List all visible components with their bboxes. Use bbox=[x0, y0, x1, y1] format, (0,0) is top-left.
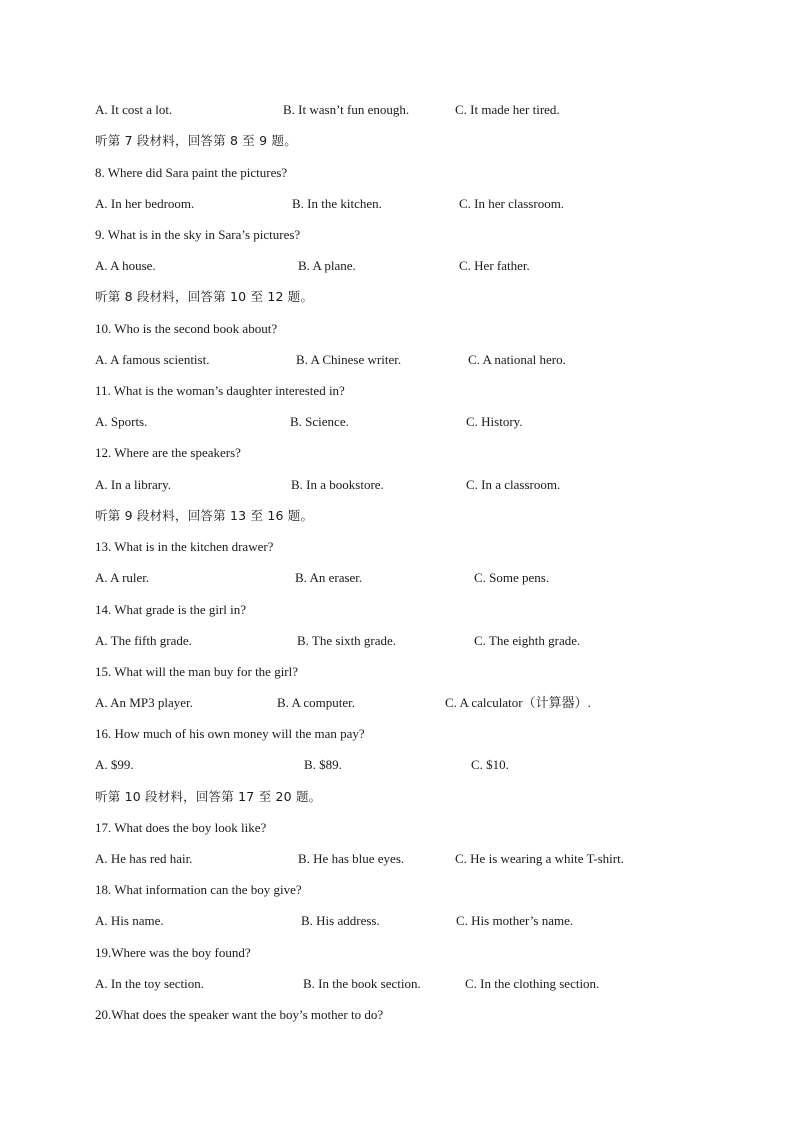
option-a: A. $99. bbox=[95, 757, 134, 772]
section-instruction: 听第 9 段材料，回答第 13 至 16 题。 bbox=[95, 508, 314, 523]
option-b: B. The sixth grade. bbox=[297, 633, 397, 648]
option-b: B. In the book section. bbox=[303, 976, 421, 991]
option-a: A. Sports. bbox=[95, 414, 148, 429]
question-text: 20.What does the speaker want the boy’s mother to do? bbox=[95, 1007, 384, 1022]
option-c: C. In the clothing section. bbox=[465, 976, 600, 991]
option-c: C. A national hero. bbox=[468, 352, 566, 367]
option-a: A. In the toy section. bbox=[95, 976, 205, 991]
question-text: 15. What will the man buy for the girl? bbox=[95, 664, 299, 679]
option-b: B. $89. bbox=[304, 757, 342, 772]
option-b: B. In the kitchen. bbox=[292, 196, 382, 211]
option-a: A. His name. bbox=[95, 913, 164, 928]
option-b: B. He has blue eyes. bbox=[298, 851, 405, 866]
question-text: 17. What does the boy look like? bbox=[95, 820, 267, 835]
section-instruction: 听第 7 段材料，回答第 8 至 9 题。 bbox=[95, 133, 297, 148]
option-a: A. A ruler. bbox=[95, 570, 150, 585]
option-a: A. In a library. bbox=[95, 477, 172, 492]
option-b: B. A Chinese writer. bbox=[296, 352, 402, 367]
option-a: A. He has red hair. bbox=[95, 851, 193, 866]
option-b: B. His address. bbox=[301, 913, 380, 928]
option-c: C. The eighth grade. bbox=[474, 633, 581, 648]
question-text: 16. How much of his own money will the man pay? bbox=[95, 726, 365, 741]
option-a: A. The fifth grade. bbox=[95, 633, 192, 648]
option-c: C. Some pens. bbox=[474, 570, 550, 585]
option-b: B. A plane. bbox=[298, 258, 356, 273]
question-text: 13. What is in the kitchen drawer? bbox=[95, 539, 274, 554]
option-a: A. An MP3 player. bbox=[95, 695, 193, 710]
option-c: C. He is wearing a white T-shirt. bbox=[455, 851, 624, 866]
question-text: 12. Where are the speakers? bbox=[95, 445, 241, 460]
option-a: A. In her bedroom. bbox=[95, 196, 195, 211]
option-c: C. In a classroom. bbox=[466, 477, 561, 492]
option-a: A. It cost a lot. bbox=[95, 102, 173, 117]
option-b: B. Science. bbox=[290, 414, 349, 429]
option-c: C. Her father. bbox=[459, 258, 530, 273]
question-text: 11. What is the woman’s daughter interested in? bbox=[95, 383, 345, 398]
question-text: 19.Where was the boy found? bbox=[95, 945, 251, 960]
option-c: C. History. bbox=[466, 414, 523, 429]
option-c: C. It made her tired. bbox=[455, 102, 560, 117]
section-instruction: 听第 10 段材料，回答第 17 至 20 题。 bbox=[95, 789, 322, 804]
option-c: C. His mother’s name. bbox=[456, 913, 574, 928]
question-text: 14. What grade is the girl in? bbox=[95, 602, 247, 617]
option-c: C. $10. bbox=[471, 757, 509, 772]
question-text: 8. Where did Sara paint the pictures? bbox=[95, 165, 288, 180]
option-c: C. In her classroom. bbox=[459, 196, 565, 211]
option-b: B. An eraser. bbox=[295, 570, 363, 585]
section-instruction: 听第 8 段材料，回答第 10 至 12 题。 bbox=[95, 289, 314, 304]
option-a: A. A famous scientist. bbox=[95, 352, 210, 367]
question-text: 9. What is in the sky in Sara’s pictures? bbox=[95, 227, 301, 242]
option-b: B. It wasn’t fun enough. bbox=[283, 102, 410, 117]
option-a: A. A house. bbox=[95, 258, 156, 273]
question-text: 10. Who is the second book about? bbox=[95, 321, 278, 336]
option-b: B. In a bookstore. bbox=[291, 477, 384, 492]
option-c: C. A calculator（计算器）. bbox=[445, 695, 591, 710]
question-text: 18. What information can the boy give? bbox=[95, 882, 302, 897]
option-b: B. A computer. bbox=[277, 695, 355, 710]
